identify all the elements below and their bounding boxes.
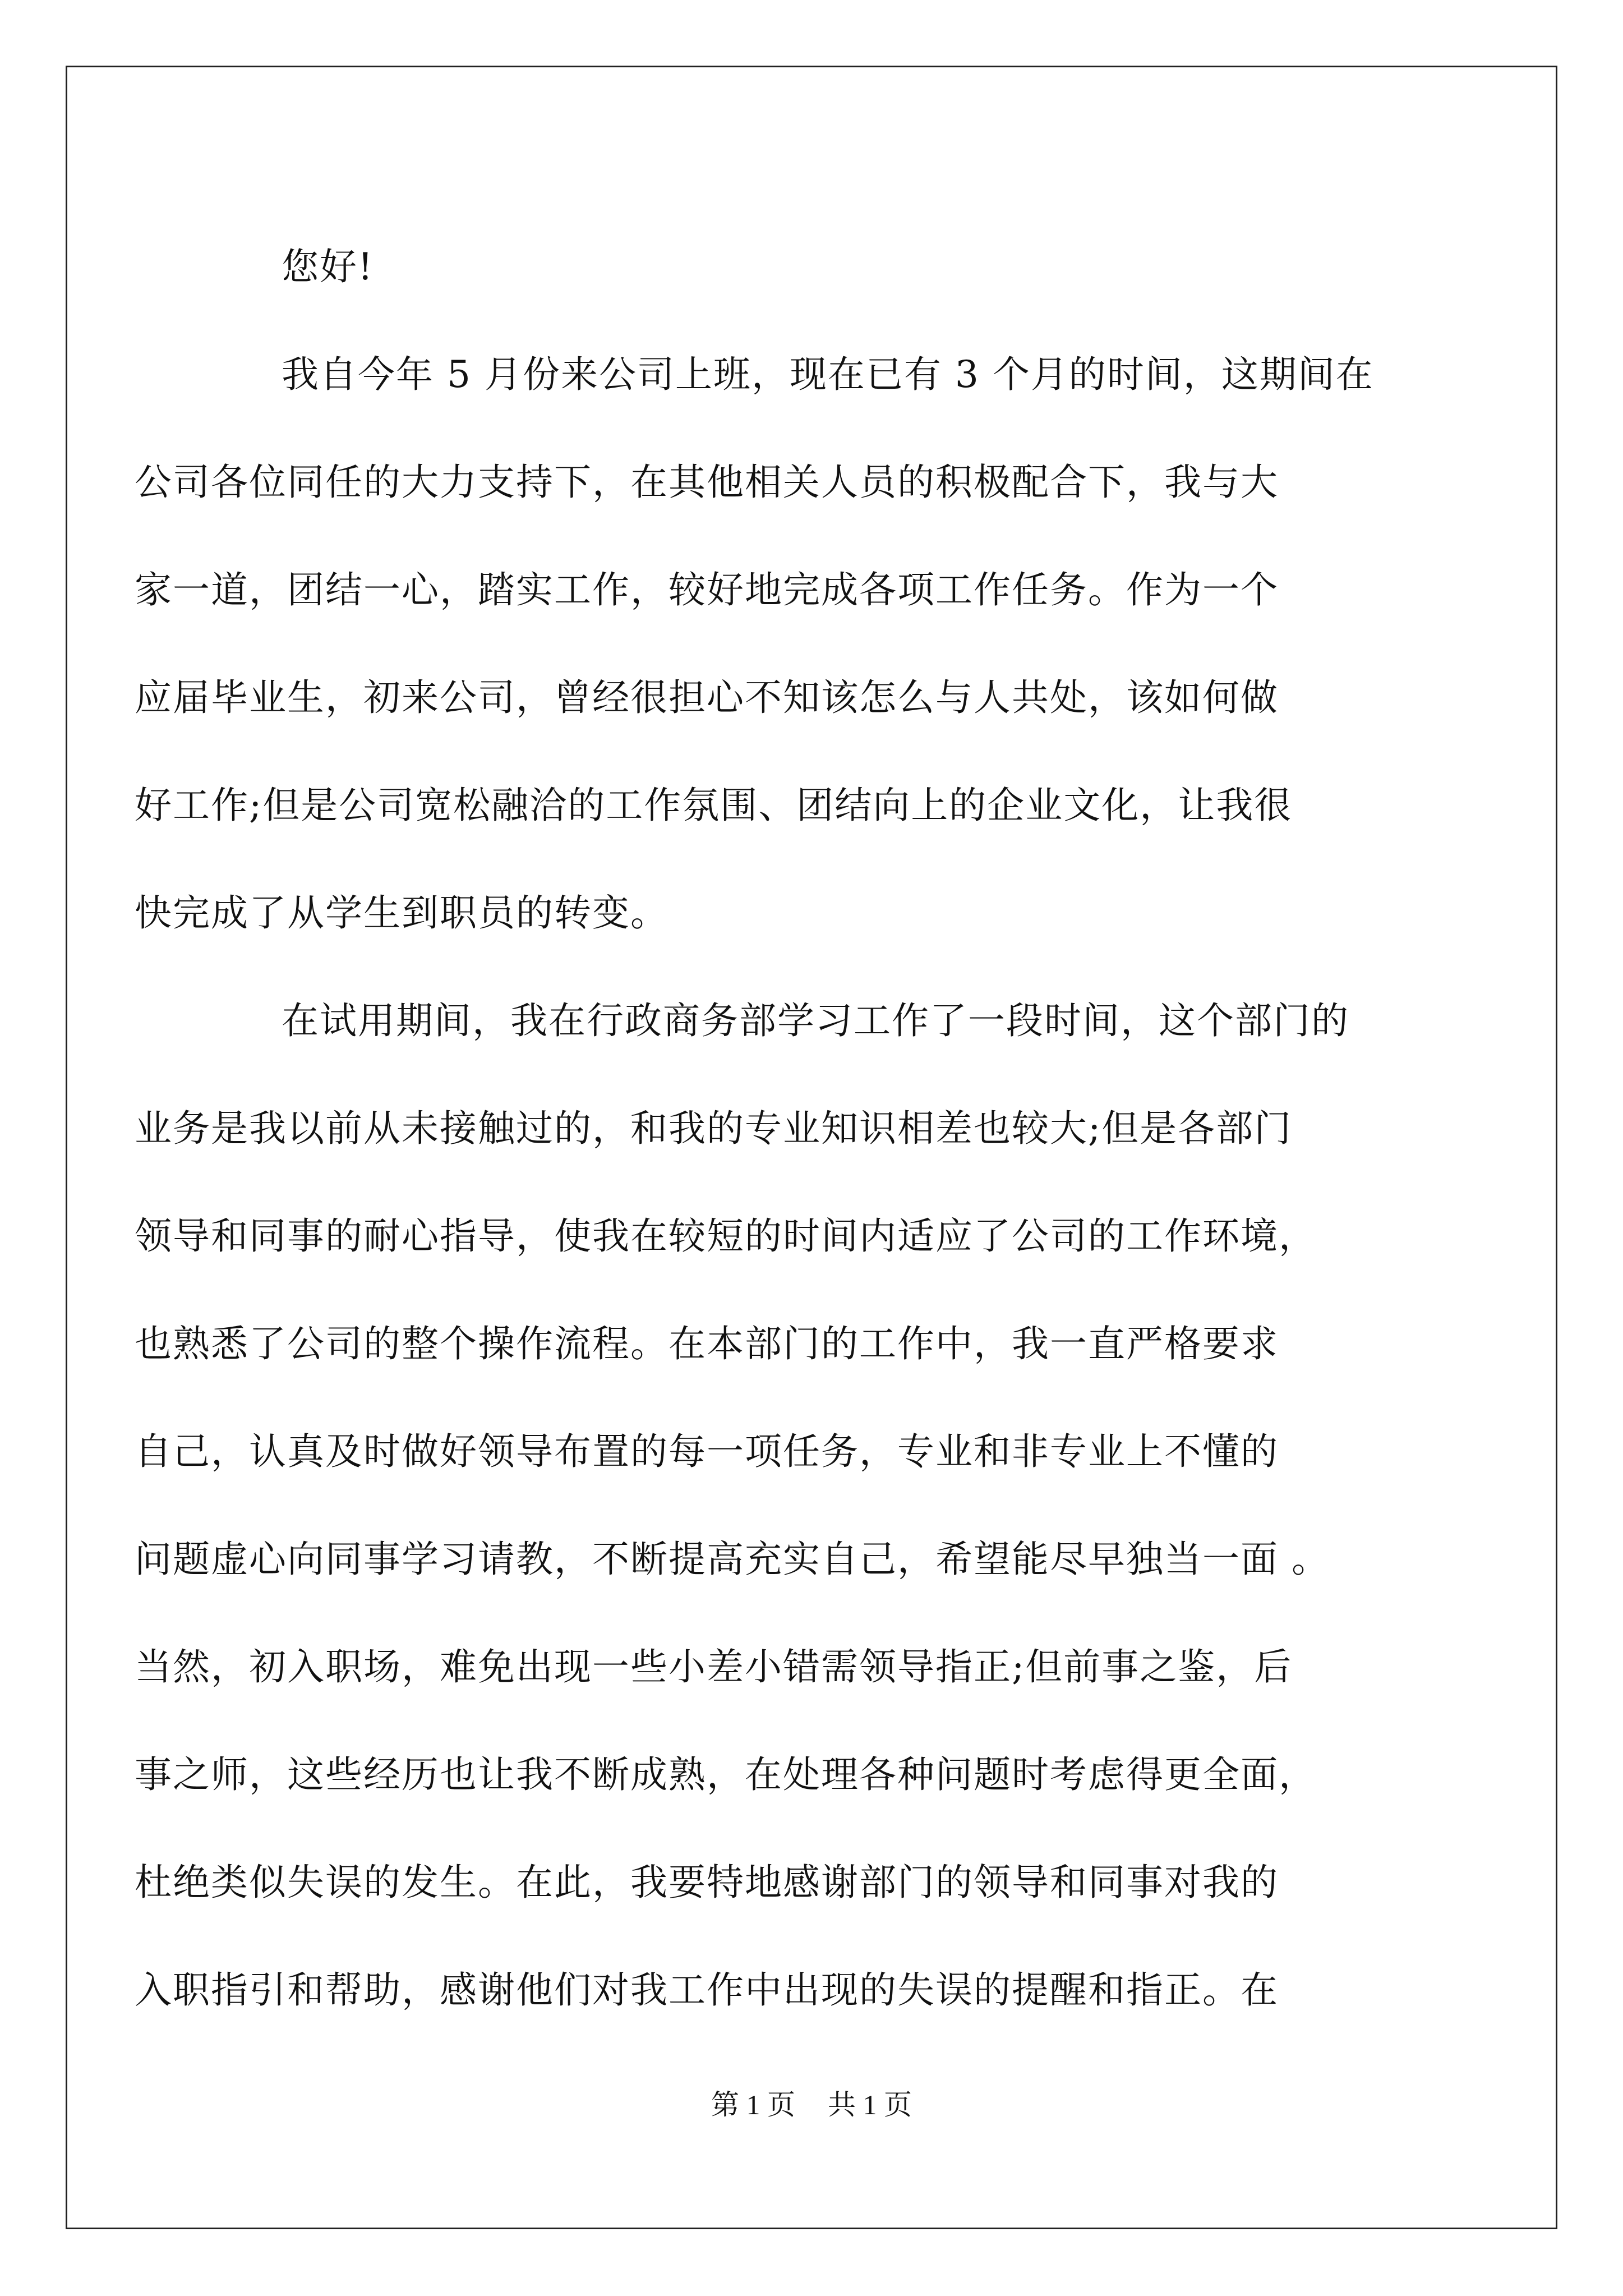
paragraph-2 xyxy=(135,967,1464,2044)
greeting: 您好! xyxy=(282,245,374,288)
paragraph-line: 公司各位同任的大力支持下，在其他相关人员的积极配合下，我与大 xyxy=(135,461,1279,504)
paragraph-line: 领导和同事的耐心指导，使我在较短的时间内适应了公司的工作环境， xyxy=(135,1214,1317,1258)
paragraph-line: 问题虚心向同事学习请教，不断提高充实自己，希望能尽早独当一面 。 xyxy=(135,1538,1330,1581)
paragraph-line: 杜绝类似失误的发生。在此，我要特地感谢部门的领导和同事对我的 xyxy=(135,1861,1279,1904)
paragraph-line: 在试用期间，我在行政商务部学习工作了一段时间，这个部门的 xyxy=(282,999,1349,1042)
page-number-current: 第 1 页 xyxy=(711,2089,795,2120)
paragraph-line: 应届毕业生，初来公司，曾经很担心不知该怎么与人共处，该如何做 xyxy=(135,676,1279,719)
paragraph-line: 家一道，团结一心，踏实工作，较好地完成各项工作任务。作为一个 xyxy=(135,568,1279,611)
page-number-total: 共 1 页 xyxy=(828,2089,912,2120)
paragraph-line: 自己，认真及时做好领导布置的每一项任务，专业和非专业上不懂的 xyxy=(135,1430,1279,1473)
document-body xyxy=(135,213,1464,2044)
paragraph-line: 业务是我以前从未接触过的，和我的专业知识相差也较大;但是各部门 xyxy=(135,1107,1293,1150)
paragraph-line: 好工作;但是公司宽松融洽的工作氛围、团结向上的企业文化，让我很 xyxy=(135,784,1293,827)
paragraph-line: 当然，初入职场，难免出现一些小差小错需领导指正;但前事之鉴，后 xyxy=(135,1645,1293,1688)
paragraph-line: 快完成了从学生到职员的转变。 xyxy=(135,891,668,935)
paragraph-line: 我自今年 5 月份来公司上班，现在已有 3 个月的时间，这期间在 xyxy=(282,353,1374,396)
paragraph-line: 入职指引和帮助，感谢他们对我工作中出现的失误的提醒和指正。在 xyxy=(135,1968,1279,2012)
paragraph-line: 也熟悉了公司的整个操作流程。在本部门的工作中，我一直严格要求 xyxy=(135,1322,1279,1365)
paragraph-1 xyxy=(135,321,1464,967)
page-footer xyxy=(0,2088,1623,2122)
paragraph-line: 事之师，这些经历也让我不断成熟，在处理各种问题时考虑得更全面， xyxy=(135,1753,1317,1796)
